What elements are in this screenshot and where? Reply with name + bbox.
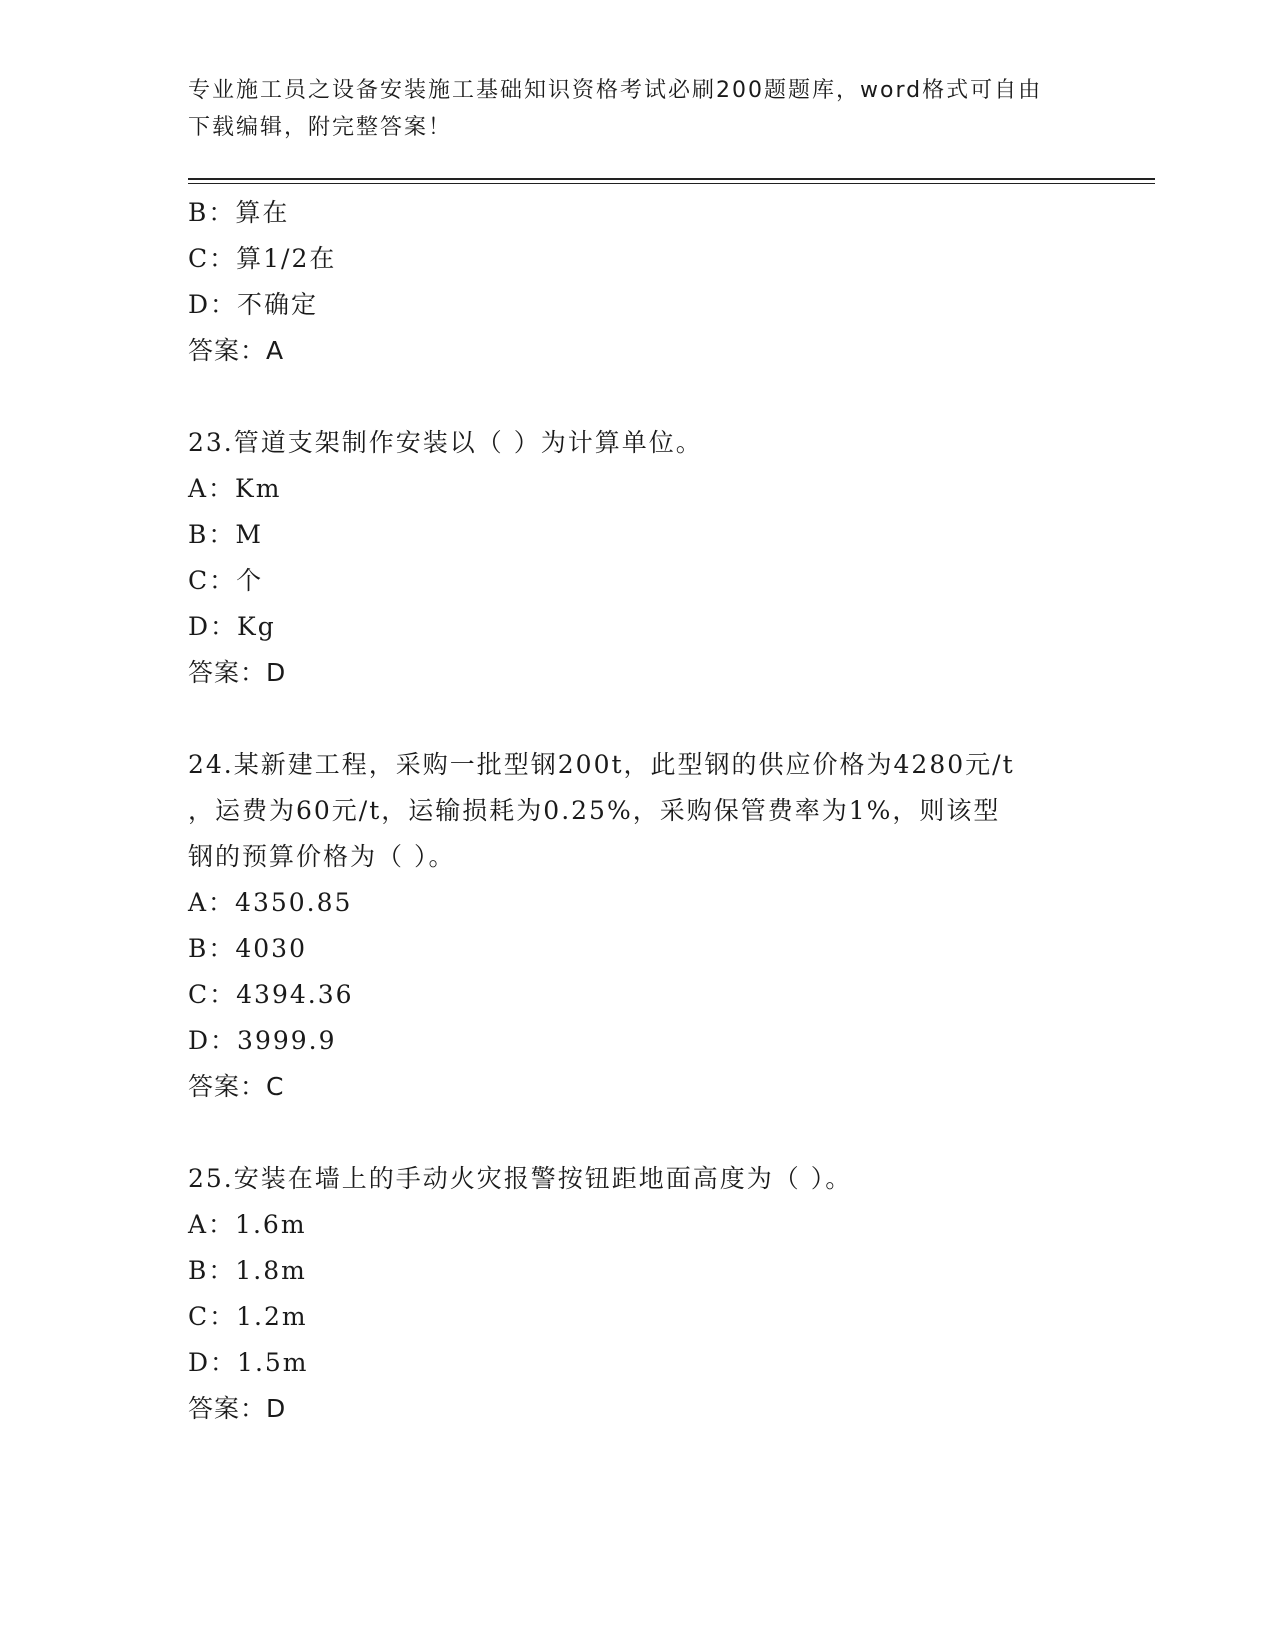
answer-line: 答案：A (188, 336, 285, 365)
header-rule (188, 178, 1155, 184)
option-b: B：4030 (188, 934, 307, 963)
question-stem: 钢的预算价格为（ ）。 (188, 842, 456, 871)
option-c: C：4394.36 (188, 980, 354, 1009)
prev-question-tail (188, 190, 1088, 374)
question-24 (188, 742, 1088, 1110)
option-d: D：3999.9 (188, 1026, 337, 1055)
option-a: A：Km (188, 474, 282, 503)
answer-line: 答案：D (188, 658, 287, 687)
question-23 (188, 420, 1088, 696)
option-a: A：1.6m (188, 1210, 307, 1239)
question-stem: ，运费为60元/t，运输损耗为0.25%，采购保管费率为1%，则该型 (188, 796, 1001, 825)
header-line-1: 专业施工员之设备安装施工基础知识资格考试必刷200题题库，word格式可自由 (188, 78, 1043, 103)
page-header (188, 72, 1088, 146)
answer-line: 答案：C (188, 1072, 285, 1101)
option-c: C：个 (188, 566, 264, 595)
option-c: C：算1/2在 (188, 244, 337, 273)
header-line-2: 下载编辑，附完整答案！ (188, 115, 453, 140)
option-d: D：不确定 (188, 290, 319, 319)
option-b: B：1.8m (188, 1256, 307, 1285)
question-stem: 25.安装在墙上的手动火灾报警按钮距地面高度为（ ）。 (188, 1164, 853, 1193)
option-a: A：4350.85 (188, 888, 353, 917)
option-d: D：Kg (188, 612, 276, 641)
option-b: B：M (188, 520, 263, 549)
option-c: C：1.2m (188, 1302, 308, 1331)
question-stem: 23.管道支架制作安装以（ ）为计算单位。 (188, 428, 703, 457)
question-stem: 24.某新建工程，采购一批型钢200t，此型钢的供应价格为4280元/t (188, 750, 1015, 779)
question-list (188, 190, 1088, 1432)
option-b: B：算在 (188, 198, 290, 227)
answer-line: 答案：D (188, 1394, 287, 1423)
question-25 (188, 1156, 1088, 1432)
option-d: D：1.5m (188, 1348, 309, 1377)
